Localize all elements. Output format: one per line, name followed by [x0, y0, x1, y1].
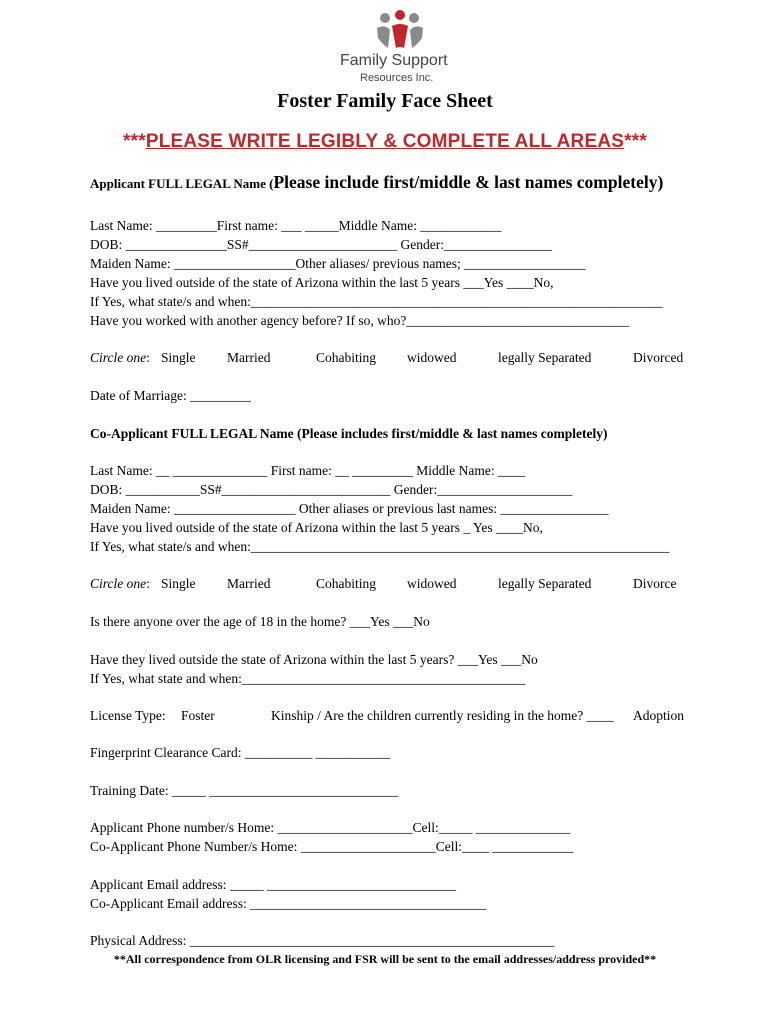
status-cohabiting-2[interactable]: Cohabiting: [316, 576, 376, 591]
license-type-label: License Type:: [90, 708, 166, 723]
coapplicant-maiden-aliases[interactable]: Maiden Name: __________________ Other aliases or previous last names: ________________: [90, 501, 609, 516]
over-18-question[interactable]: Is there anyone over the age of 18 in the home? ___Yes ___No: [90, 614, 430, 629]
status-single-1[interactable]: Single: [161, 350, 196, 365]
status-widowed-1[interactable]: widowed: [407, 350, 457, 365]
physical-address[interactable]: Physical Address: ______________________________________________________: [90, 933, 555, 948]
applicant-states-when[interactable]: If Yes, what state/s and when:_____________________________________________________________: [90, 294, 663, 309]
logo-figures-icon: [330, 8, 470, 54]
company-logo: [330, 8, 470, 88]
coapplicant-dob-ss-gender[interactable]: DOB: ___________SS#_________________________ Gender:____________________: [90, 482, 573, 497]
applicant-section-header: [90, 172, 663, 193]
applicant-dob-ss-gender[interactable]: DOB: _______________SS#______________________ Gender:________________: [90, 237, 552, 252]
marital-status-label-1: Circle one:: [90, 350, 150, 365]
logo-text-line1: Family Support: [340, 52, 448, 69]
applicant-lived-outside-az[interactable]: Have you lived outside of the state of Arizona within the last 5 years ___Yes ____No,: [90, 275, 554, 290]
applicant-email[interactable]: Applicant Email address: _____ ____________________________: [90, 877, 456, 892]
page-title: Foster Family Face Sheet: [277, 90, 493, 112]
applicant-header-large: Please include first/middle & last names completely): [273, 172, 664, 192]
status-divorced-2[interactable]: Divorce: [633, 576, 677, 591]
notice-stars-right: ***: [624, 131, 647, 152]
status-separated-1[interactable]: legally Separated: [498, 350, 592, 365]
notice-text: PLEASE WRITE LEGIBLY & COMPLETE ALL AREAS: [145, 131, 625, 152]
applicant-other-agency[interactable]: Have you worked with another agency before? If so, who?_________________________________: [90, 313, 630, 328]
applicant-phone[interactable]: Applicant Phone number/s Home: ____________________Cell:_____ ______________: [90, 820, 571, 835]
applicant-maiden-aliases[interactable]: Maiden Name: __________________Other aliases/ previous names; __________________: [90, 256, 586, 271]
marital-status-label-2: Circle one:: [90, 576, 150, 591]
applicant-name-fields[interactable]: Last Name: _________First name: ___ _____Middle Name: ____________: [90, 218, 502, 233]
legibility-notice: [0, 131, 770, 153]
coapplicant-name-fields[interactable]: Last Name: __ ______________ First name: __ _________ Middle Name: ____: [90, 463, 525, 478]
license-adoption[interactable]: Adoption: [633, 708, 685, 723]
correspondence-note: **All correspondence from OLR licensing and FSR will be sent to the email addresses/address provided**: [113, 952, 657, 966]
status-cohabiting-1[interactable]: Cohabiting: [316, 350, 376, 365]
notice-stars-left: ***: [123, 131, 146, 152]
status-married-1[interactable]: Married: [227, 350, 271, 365]
outside-state-when[interactable]: If Yes, what state and when:__________________________________________: [90, 671, 526, 686]
training-date[interactable]: Training Date: _____ ____________________________: [90, 783, 399, 798]
coapplicant-email[interactable]: Co-Applicant Email address: ___________________________________: [90, 896, 487, 911]
lived-outside-question[interactable]: Have they lived outside the state of Arizona within the last 5 years? ___Yes ___No: [90, 652, 538, 667]
applicant-header-small: Applicant FULL LEGAL Name (: [90, 176, 274, 191]
status-married-2[interactable]: Married: [227, 576, 271, 591]
coapplicant-section-header: Co-Applicant FULL LEGAL Name (Please includes first/middle & last names completely): [90, 426, 608, 441]
license-kinship[interactable]: Kinship / Are the children currently residing in the home? ____: [271, 708, 614, 723]
status-separated-2[interactable]: legally Separated: [498, 576, 592, 591]
status-divorced-1[interactable]: Divorced: [633, 350, 684, 365]
status-single-2[interactable]: Single: [161, 576, 196, 591]
coapplicant-states-when[interactable]: If Yes, what state/s and when:______________________________________________________________: [90, 539, 670, 554]
license-foster[interactable]: Foster: [181, 708, 215, 723]
fingerprint-card[interactable]: Fingerprint Clearance Card: __________ ___________: [90, 745, 390, 760]
coapplicant-phone[interactable]: Co-Applicant Phone Number/s Home: ____________________Cell:____ ____________: [90, 839, 574, 854]
date-of-marriage[interactable]: Date of Marriage: _________: [90, 388, 251, 403]
logo-text-line2: Resources Inc.: [360, 72, 434, 84]
status-widowed-2[interactable]: widowed: [407, 576, 457, 591]
coapplicant-lived-outside-az[interactable]: Have you lived outside of the state of Arizona within the last 5 years _ Yes ____No,: [90, 520, 543, 535]
